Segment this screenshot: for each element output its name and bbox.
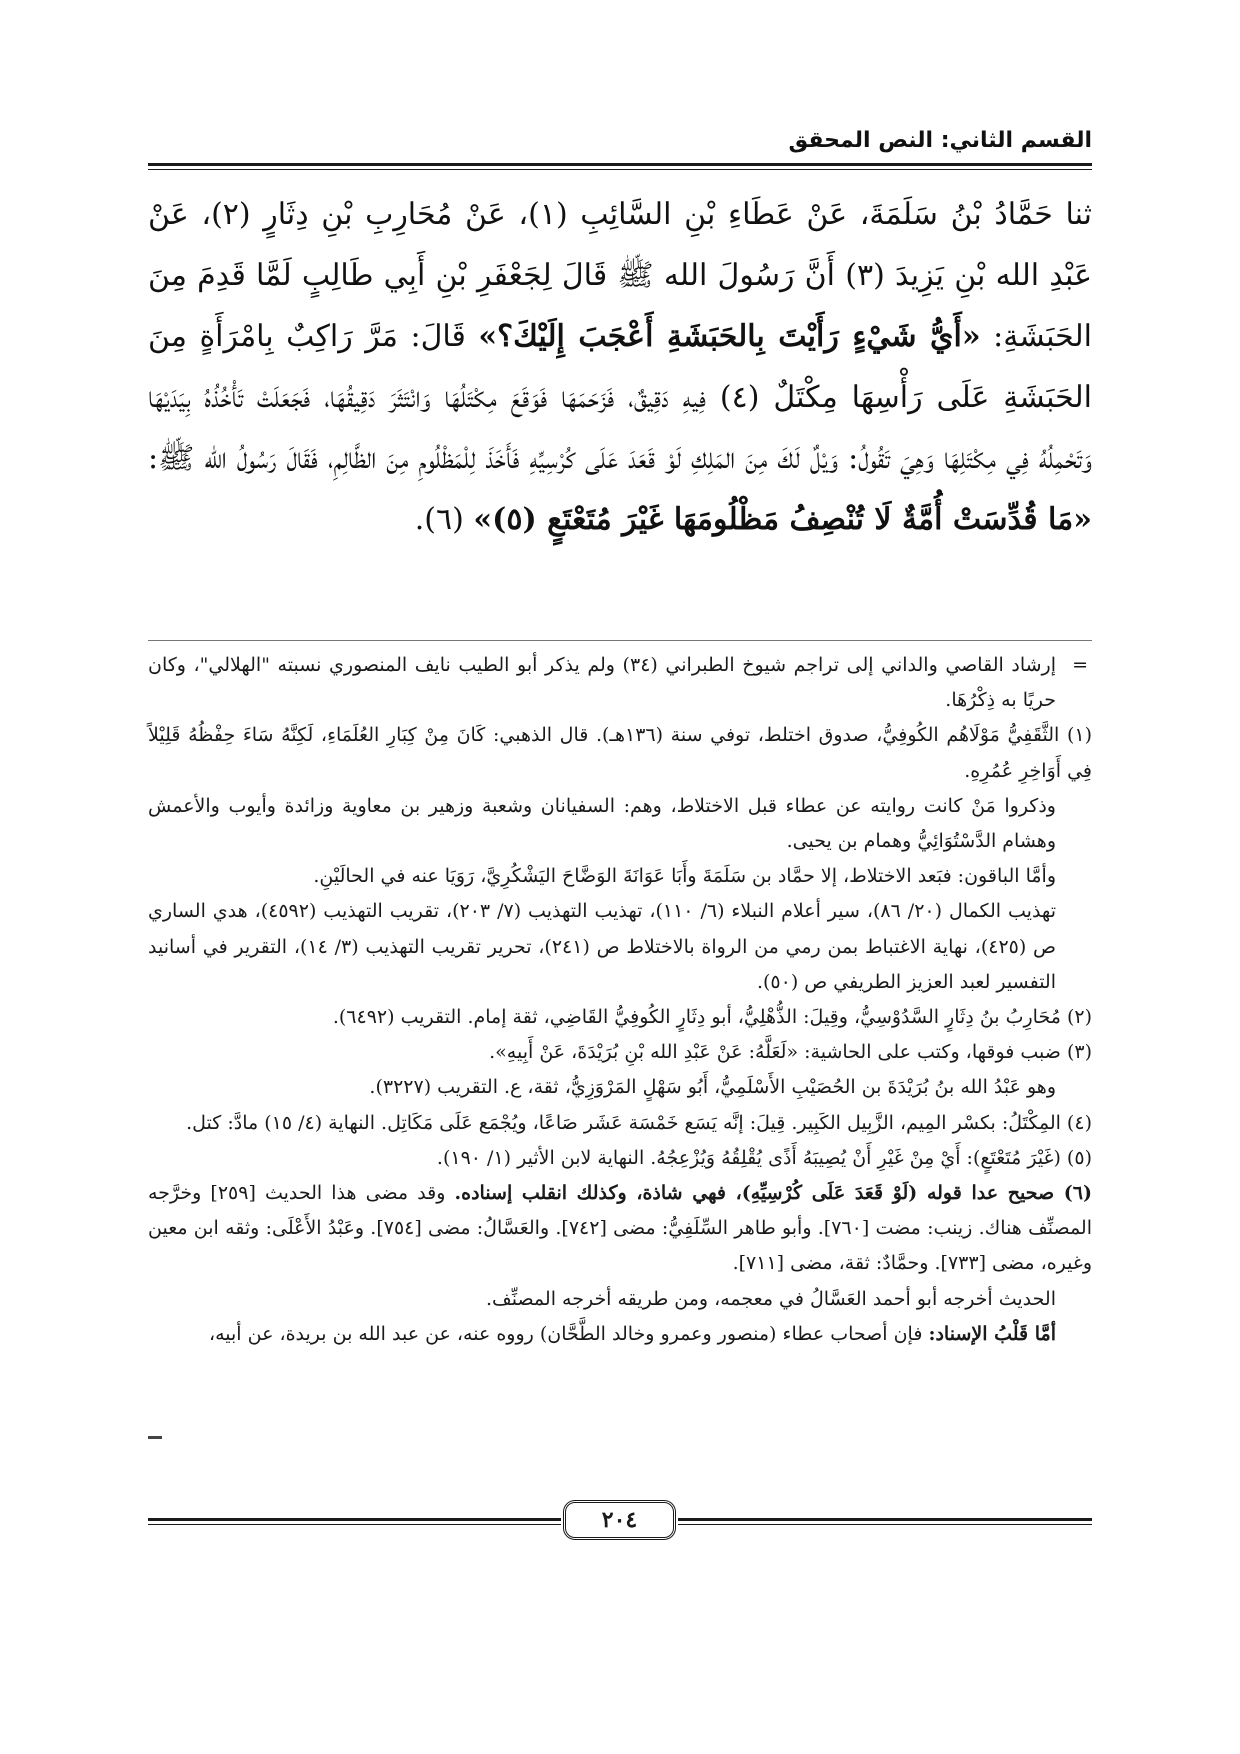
main-text-end: (٦).: [414, 502, 474, 537]
continuation-mark: =: [1072, 654, 1088, 676]
footnote-6-text: وقد مضى هذا الحديث [٢٥٩] وخرَّجه المصنِّف هناك. زينب: مضت [٧٦٠]. وأبو طاهر السِّلَفِيُّ: مضى [٧٤٢]. والعَسَّالُ: مضى [٧٥٤]. وعَبْدُ الأَعْلَى: وثقه ابن معين وغيره، مضى [٧٣٣]. وحمَّادٌ: ثقة، مضى [٧١١].: [148, 1182, 1093, 1275]
footnote-1: (١) الثَّقَفِيُّ مَوْلَاهُم الكُوفِيُّ، صدوق اختلط، توفي سنة (١٣٦هـ). قال الذهبي: كَانَ مِنْ كِبَارِ العُلَمَاءِ، لَكِنَّهُ سَاءَ حِفْظُهُ قَلِيْلاً فِي أَوَاخِرِ عُمُرِهِ.: [148, 724, 1093, 782]
main-paragraph: [148, 184, 1092, 550]
main-text-opening: ثنا حَمَّادُ بْنُ سَلَمَةَ، عَنْ عَطَاءِ بْنِ السَّائِبِ (١)، عَنْ مُحَارِبِ بْنِ دِثَارٍ (٢)، عَنْ عَبْدِ الله بْنِ يَزِيدَ (٣) أَنَّ رَسُولَ الله ﷺ قَالَ لِجَعْفَرِ بْنِ أَبِي طَالِبٍ لَمَّا قَدِمَ مِنَ الحَبَشَةِ:: [148, 197, 1092, 354]
footer-rule-left: [148, 1518, 561, 1525]
footnotes: [148, 648, 1092, 1352]
footer-rule-right: [678, 1518, 1092, 1525]
main-text-middle: قَالَ: مَرَّ رَاكِبٌ بِامْرَأَةٍ مِنَ الحَبَشَةِ عَلَى رَأْسِهَا مِكْتَلٌ (٤) فِيهِ دَقِيقٌ، فَزَحَمَهَا فَوَقَعَ مِكْتَلُهَا وَانْتَثَرَ دَقِيقُهَا، فَجَعَلَتْ تَأْخُذُهُ بِيَدَيْهَا وَتَحْمِلُهُ فِي مِكْتَلِهَا وَهِيَ تَقُولُ: وَيْلٌ لَكَ مِنَ المَلِكِ لَوْ قَعَدَ عَلَى كُرْسِيِّهِ فَأَخَذَ لِلْمَظْلُومِ مِنَ الظَّالِمِ، فَقَالَ رَسُولُ الله ﷺ:: [148, 319, 1092, 476]
footnote-2: (٢) مُحَارِبُ بنُ دِثَارٍ السَّدُوْسِيُّ، وقِيلَ: الذُّهْلِيُّ، أبو دِثَارٍ الكُوفِيُّ القَاضِي، ثقة إمام. التقريب (٦٤٩٢).: [332, 1006, 1092, 1029]
footnote-5: (٥) (غَيْرَ مُتَعْتَعٍ): أَيْ مِنْ غَيْرِ أَنْ يُصِيبَهُ أَذًى يُقْلِقُهُ وَيُزْعِجُهُ. النهاية لابن الأثير (١/ ١٩٠).: [436, 1146, 1092, 1169]
footnote-6: [148, 1176, 1092, 1282]
footnote-4: (٤) المِكْتَلُ: بكسْر المِيم، الزَّبِيل الكَبِير. قِيلَ: إنَّه يَسَع خَمْسَة عَشَر صَاعًا، ويُجْمَع عَلَى مَكَاتِل. النهاية (٤/ ١٥) مادَّ: كتل.: [186, 1111, 1092, 1134]
footnote-continuation: [148, 648, 1092, 718]
footnote-6-isnad-text: فإن أصحاب عطاء (منصور وعمرو وخالد الطَّحَّان) رووه عنه، عن عبد الله بن بريدة، عن أبيه،: [208, 1322, 929, 1345]
page-number: ٢٠٤: [563, 1500, 676, 1540]
footnote-1-narrators: وذكروا مَنْ كانت روايته عن عطاء قبل الاختلاط، وهم: السفيانان وشعبة وزهير بن معاوية وزائدة وأيوب والأعمش وهشام الدَّسْتُوَائِيُّ وهمام بن يحيى.: [148, 794, 1056, 853]
footnote-6-source: الحديث أخرجه أبو أحمد العَسَّالُ في معجمه، ومن طريقه أخرجه المصنِّف.: [486, 1287, 1056, 1310]
header-rule: [148, 163, 1092, 170]
footnote-3: (٣) ضبب فوقها، وكتب على الحاشية: «لَعَلَّهُ: عَنْ عَبْدِ الله بْنِ بُرَيْدَةَ، عَنْ أَبِيهِ».: [489, 1041, 1092, 1064]
footnote-6-isnad: [148, 1317, 1092, 1352]
footnote-1-others: وأمَّا الباقون: فبَعد الاختلاط، إلا حمَّاد بن سَلَمَةَ وأَبَا عَوَانَةَ الوَضَّاحَ اليَشْكُرِيَّ، رَوَيَا عنه في الحالَيْنِ.: [313, 865, 1056, 888]
footnote-6-isnad-label: أمَّا قَلْبُ الإسناد:: [928, 1322, 1056, 1345]
footnote-continuation-text: إرشاد القاصي والداني إلى تراجم شيوخ الطبراني (٣٤) ولم يذكر أبو الطيب نايف المنصوري نسبته "الهلالي"، وكان حريًا به ذِكْرُهَا.: [148, 654, 1056, 712]
hadith-quote-1: «أَيُّ شَيْءٍ رَأَيْتَ بِالحَبَشَةِ أَعْجَبَ إِلَيْكَ؟»: [478, 319, 981, 354]
section-header: القسم الثاني: النص المحقق: [788, 128, 1092, 153]
footnote-3-note: وهو عَبْدُ الله بنُ بُرَيْدَةَ بن الحُصَيْبِ الأَسْلَمِيُّ، أَبُو سَهْلٍ المَرْوَزِيُّ، ثقة، ع. التقريب (٣٢٢٧).: [369, 1076, 1056, 1099]
hadith-quote-2: «مَا قُدِّسَتْ أُمَّةٌ لَا تُنْصِفُ مَظْلُومَهَا غَيْرَ مُتَعْتَعٍ (٥)»: [473, 502, 1092, 537]
continuation-dash: [148, 1436, 162, 1439]
main-text: [148, 184, 1092, 550]
footnote-separator: [148, 640, 1092, 641]
footnote-6-verdict: (٦) صحيح عدا قوله (لَوْ قَعَدَ عَلَى كُرْسِيِّهِ)، فهي شاذة، وكذلك انقلب إسناده.: [454, 1182, 1092, 1205]
footnote-1-sources: تهذيب الكمال (٢٠/ ٨٦)، سير أعلام النبلاء (٦/ ١١٠)، تهذيب التهذيب (٧/ ٢٠٣)، تقريب التهذيب (٤٥٩٢)، هدي الساري ص (٤٢٥)، نهاية الاغتباط بمن رمي من الرواة بالاختلاط ص (٢٤١)، تحرير تقريب التهذيب (٣/ ١٤)، التقرير في أسانيد التفسير لعبد العزيز الطريفي ص (٥٠).: [148, 900, 1057, 993]
